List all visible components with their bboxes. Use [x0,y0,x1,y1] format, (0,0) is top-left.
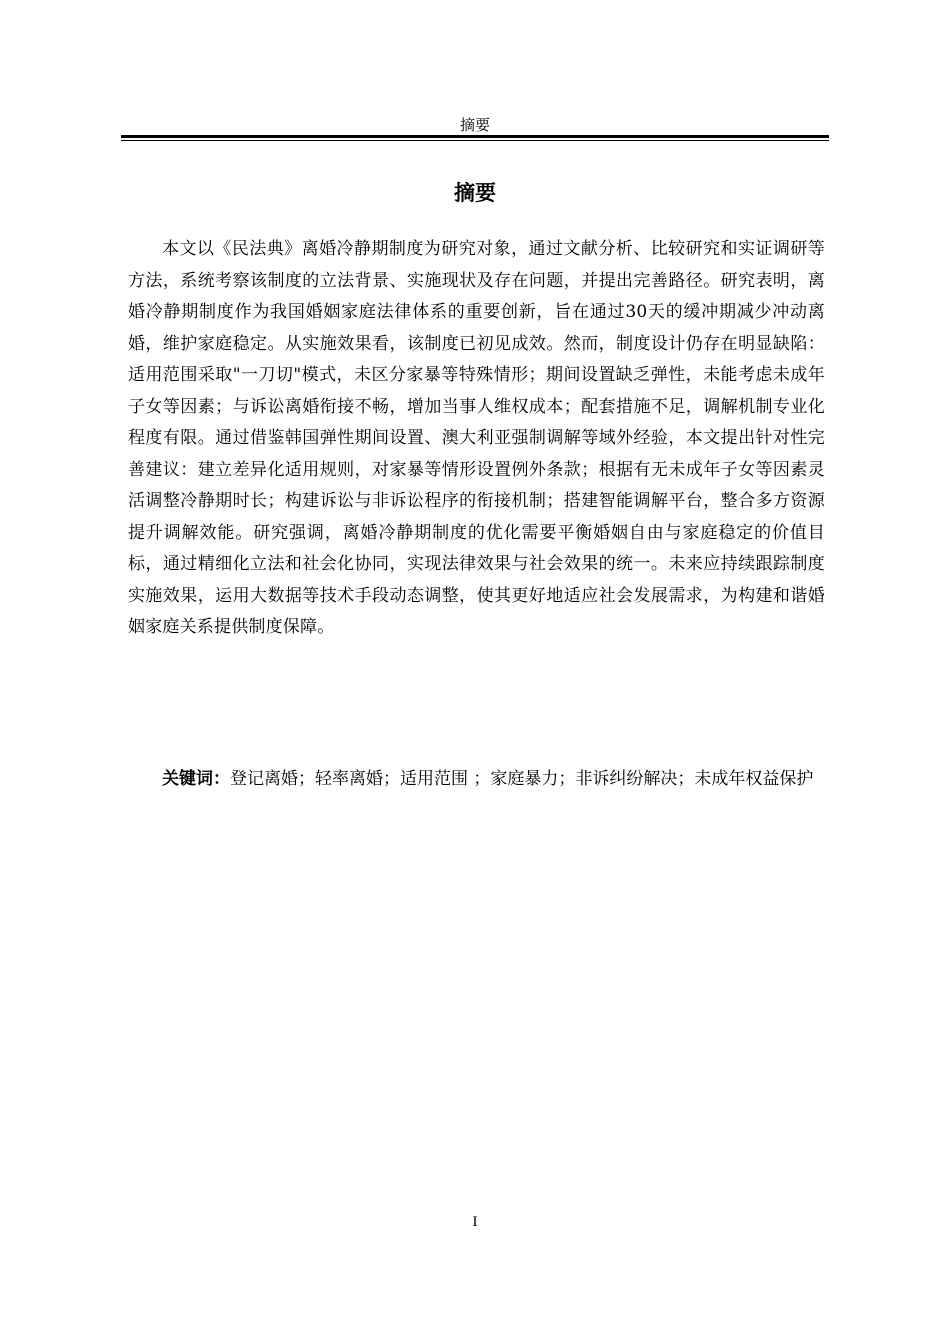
page-title: 摘要 [454,181,496,205]
keywords-text: 登记离婚；轻率离婚；适用范围 ；家庭暴力；非诉纠纷解决；未成年权益保护 [230,769,814,789]
abstract-body: 本文以《民法典》离婚冷静期制度为研究对象，通过文献分析、比较研究和实证调研等方法，系统考察该制度的立法背景、实施现状及存在问题，并提出完善路径。研究表明，离婚冷静期制度作为我国婚姻家庭法律体系的重要创新，旨在通过30天的缓冲期减少冲动离婚，维护家庭稳定。从实施效果看，该制度已初见成效。然而，制度设计仍存在明显缺陷：适用范围采取"一刀切"模式，未区分家暴等特殊情形；期间设置缺乏弹性，未能考虑未成年子女等因素；与诉讼离婚衔接不畅，增加当事人维权成本；配套措施不足，调解机制专业化程度有限。通过借鉴韩国弹性期间设置、澳大利亚强制调解等域外经验，本文提出针对性完善建议：建立差异化适用规则，对家暴等情形设置例外条款；根据有无未成年子女等因素灵活调整冷静期时长；构建诉讼与非诉讼程序的衔接机制；搭建智能调解平台，整合多方资源提升调解效能。研究强调，离婚冷静期制度的优化需要平衡婚姻自由与家庭稳定的价值目标，通过精细化立法和社会化协同，实现法律效果与社会效果的统一。未来应持续跟踪制度实施效果，运用大数据等技术手段动态调整，使其更好地适应社会发展需求，为构建和谐婚姻家庭关系提供制度保障。 [128,239,825,637]
keywords-label: 关键词： [162,769,230,789]
keywords-paragraph [128,764,818,796]
running-header: 摘要 [459,116,490,134]
page-number: I [472,1214,478,1230]
header-rule [121,135,829,141]
